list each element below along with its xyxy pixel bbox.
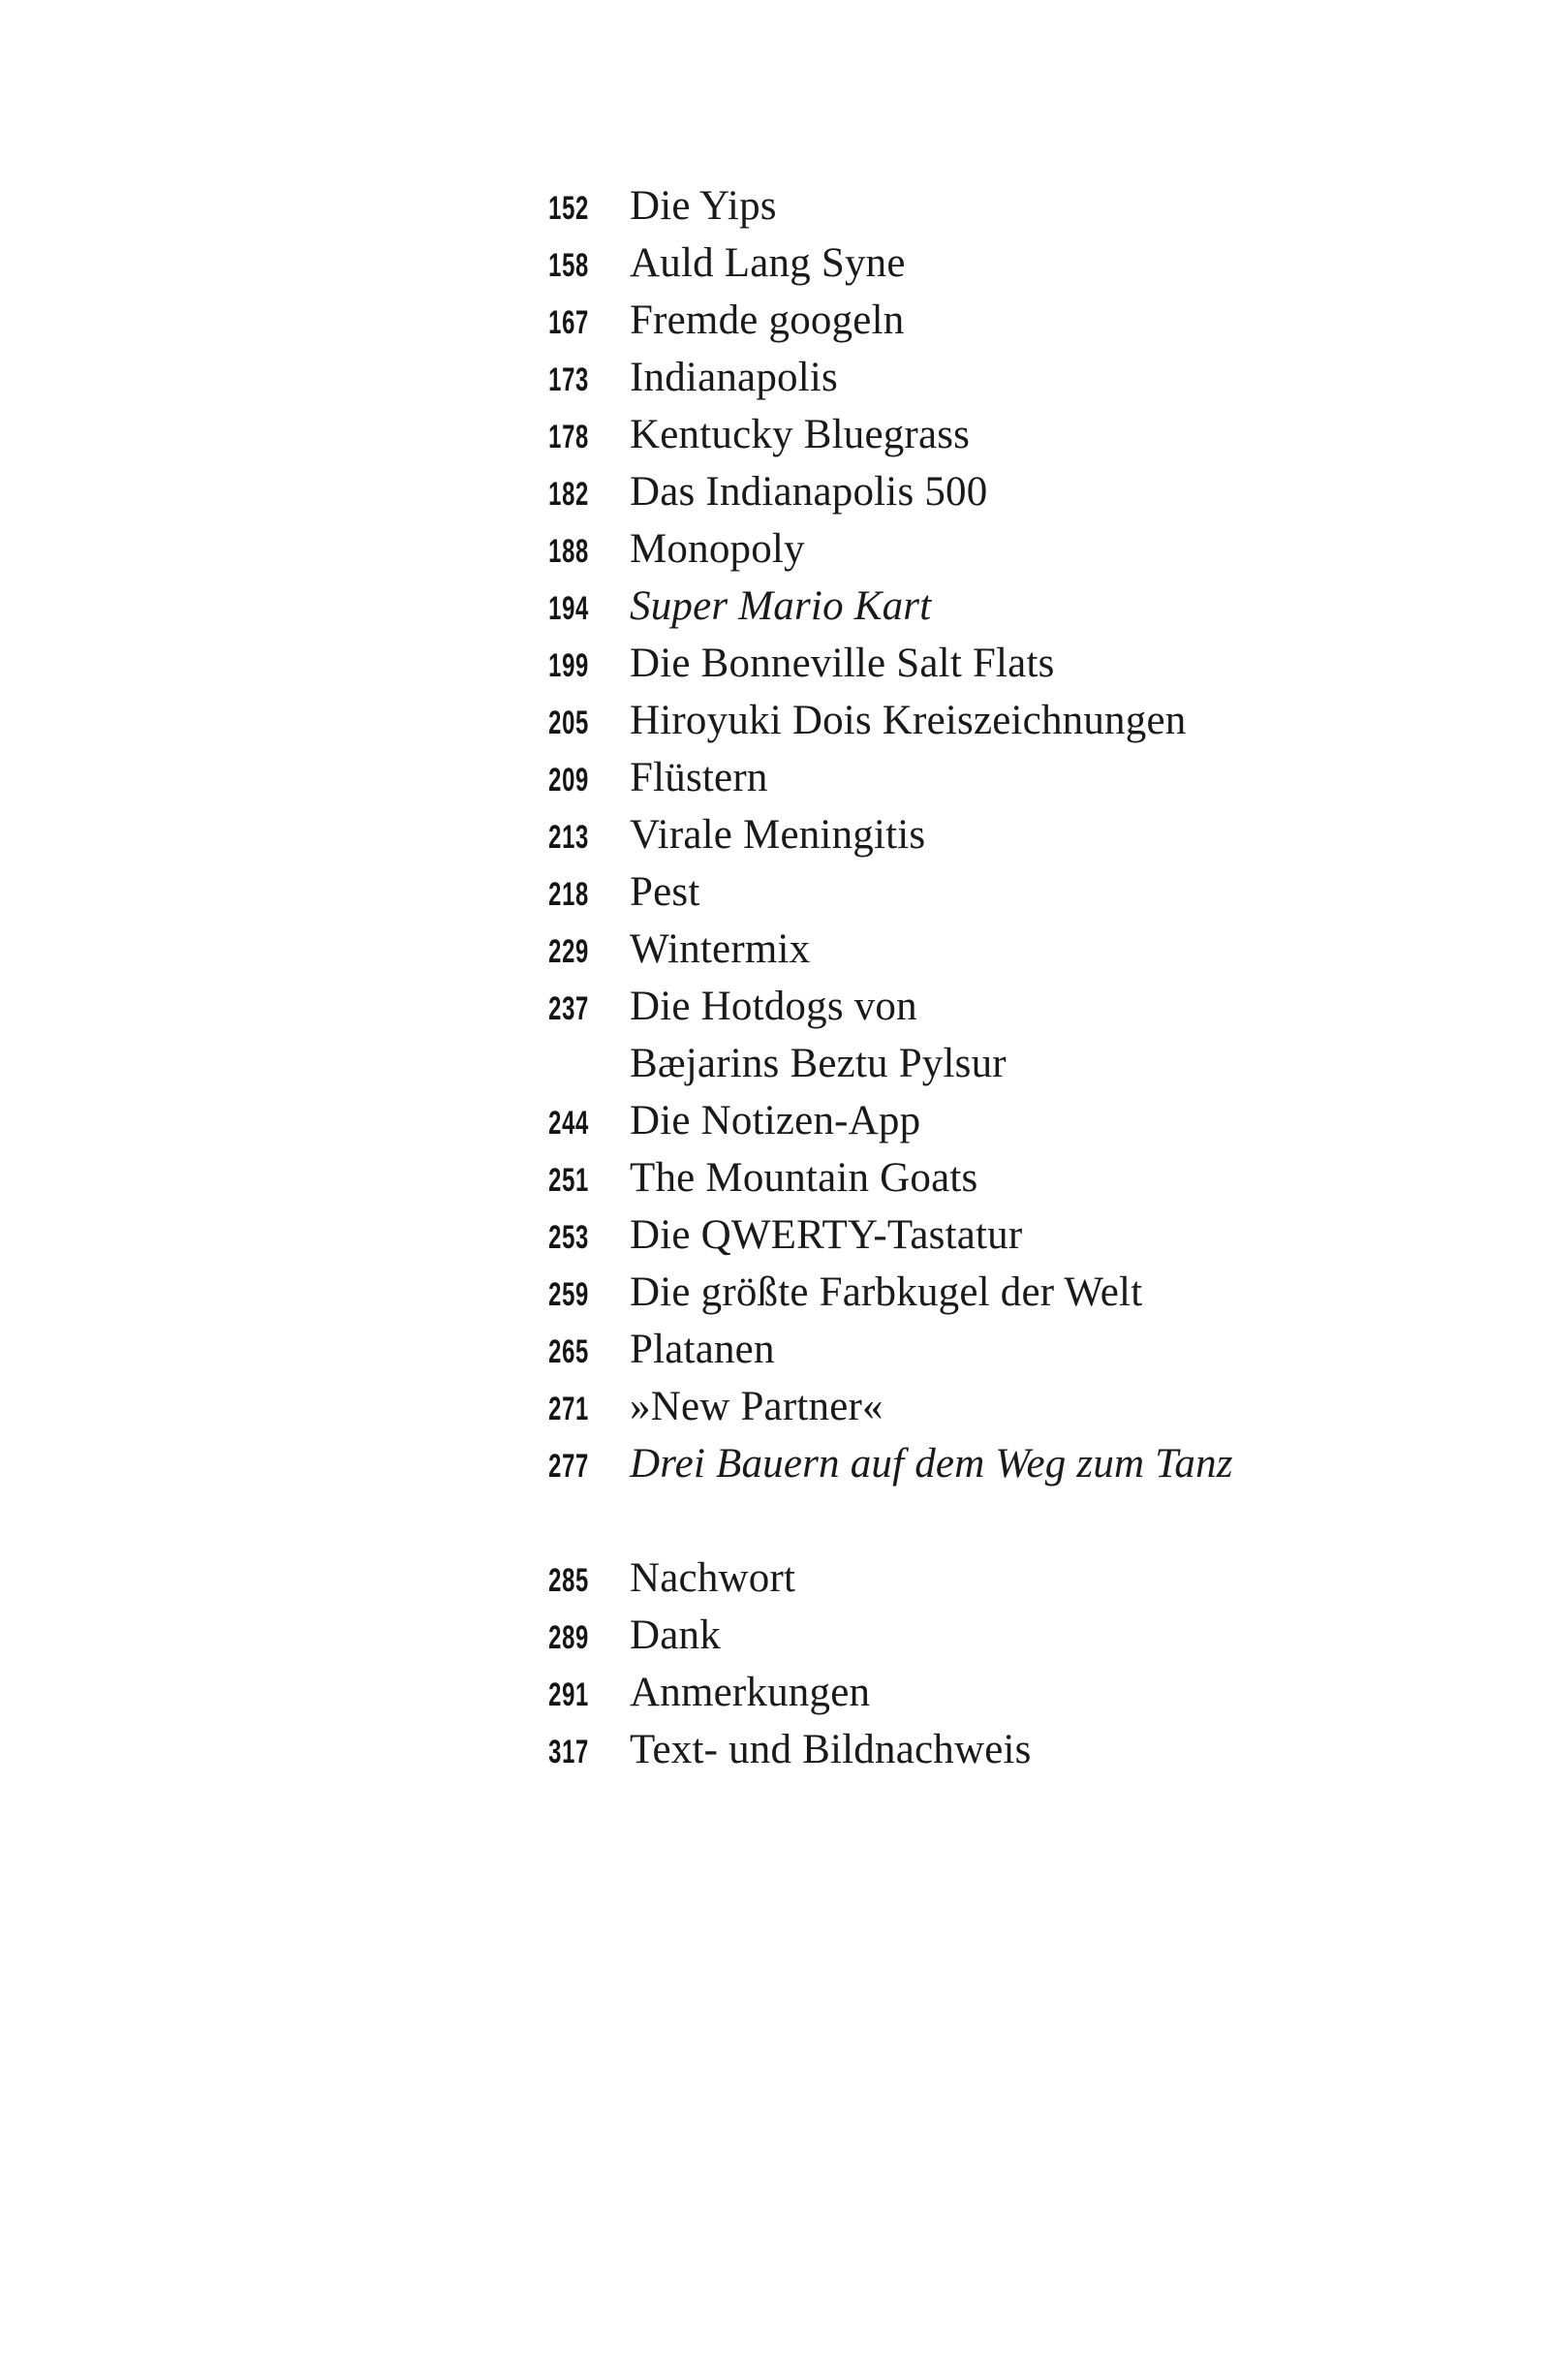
toc-entry-row	[0, 297, 1233, 354]
toc-entry-row	[0, 697, 1233, 754]
toc-page-number: 259	[548, 1276, 589, 1313]
toc-entry-row	[0, 1554, 1233, 1612]
toc-entry-row	[0, 754, 1233, 811]
toc-page-number: 158	[548, 247, 589, 284]
toc-entry-title: Monopoly	[630, 526, 805, 572]
toc-entry-row	[0, 811, 1233, 868]
toc-entry-row	[0, 983, 1233, 1040]
toc-entry-title: The Mountain Goats	[630, 1155, 978, 1201]
toc-entry-title: Indianapolis	[630, 355, 838, 400]
toc-entry-title: Die Notizen-App	[630, 1098, 921, 1143]
toc-entry-title: Text- und Bildnachweis	[630, 1727, 1032, 1772]
toc-entry-row	[0, 1268, 1233, 1326]
toc-page-number: 213	[548, 819, 589, 856]
toc-entry-row	[0, 468, 1233, 525]
toc-entry-row	[0, 1154, 1233, 1211]
toc-entry-row	[0, 525, 1233, 582]
toc-entry-title: Die Yips	[630, 183, 777, 229]
toc-entry-row	[0, 182, 1233, 239]
toc-entry-title: Die Hotdogs von	[630, 984, 917, 1029]
table-of-contents	[0, 182, 1233, 1783]
toc-page-number: 317	[548, 1734, 589, 1770]
toc-entry-title-continuation: Bæjarins Beztu Pylsur	[630, 1041, 1007, 1086]
toc-entry-title: Hiroyuki Dois Kreiszeichnungen	[630, 698, 1187, 743]
toc-entry-title: Auld Lang Syne	[630, 240, 906, 286]
toc-entry-row	[0, 1440, 1233, 1497]
toc-entry-title: Pest	[630, 869, 700, 915]
toc-entry-title: Platanen	[630, 1327, 775, 1372]
toc-entry-title: Flüstern	[630, 755, 768, 800]
toc-page-number: 277	[548, 1448, 589, 1485]
toc-entry-row	[0, 1211, 1233, 1268]
toc-page-number: 182	[548, 476, 589, 513]
toc-page-number: 152	[548, 190, 589, 227]
toc-page-number: 251	[548, 1162, 589, 1199]
toc-entry-title: Die QWERTY-Tastatur	[630, 1212, 1023, 1258]
toc-main-section	[0, 182, 1233, 1497]
toc-continuation-row	[0, 1040, 1233, 1097]
toc-entry-row	[0, 1726, 1233, 1783]
toc-entry-row	[0, 411, 1233, 468]
toc-entry-row	[0, 1326, 1233, 1383]
toc-entry-row	[0, 1097, 1233, 1154]
toc-entry-title: Drei Bauern auf dem Weg zum Tanz	[630, 1441, 1233, 1487]
toc-entry-row	[0, 640, 1233, 697]
toc-entry-row	[0, 1669, 1233, 1726]
toc-entry-title: Die Bonneville Salt Flats	[630, 641, 1055, 686]
toc-entry-title: Die größte Farbkugel der Welt	[630, 1269, 1143, 1315]
toc-page-number: 253	[548, 1219, 589, 1256]
toc-entry-title: Dank	[630, 1613, 721, 1658]
toc-page-number: 285	[548, 1562, 589, 1599]
toc-entry-title: Virale Meningitis	[630, 812, 926, 858]
toc-page-number: 229	[548, 933, 589, 970]
section-gap	[0, 1497, 1233, 1554]
toc-page-number: 173	[548, 361, 589, 398]
toc-entry-row	[0, 868, 1233, 925]
toc-entry-title: Wintermix	[630, 926, 811, 972]
toc-page-number: 178	[548, 419, 589, 455]
toc-page-number: 289	[548, 1619, 589, 1656]
toc-entry-title: Das Indianapolis 500	[630, 469, 988, 515]
toc-entry-row	[0, 582, 1233, 640]
toc-page-number: 291	[548, 1676, 589, 1713]
toc-entry-title: Fremde googeln	[630, 298, 905, 343]
toc-entry-title: Nachwort	[630, 1555, 796, 1601]
toc-page-number: 265	[548, 1333, 589, 1370]
toc-entry-row	[0, 1383, 1233, 1440]
toc-entry-row	[0, 239, 1233, 297]
toc-page-number: 271	[548, 1391, 589, 1427]
toc-page-number: 188	[548, 533, 589, 570]
toc-entry-title: Super Mario Kart	[630, 583, 932, 629]
toc-page-number: 237	[548, 990, 589, 1027]
toc-entry-row	[0, 1612, 1233, 1669]
toc-page-number: 167	[548, 304, 589, 341]
toc-entry-title: »New Partner«	[630, 1384, 884, 1429]
toc-entry-row	[0, 925, 1233, 983]
toc-page-number: 199	[548, 647, 589, 684]
toc-entry-title: Anmerkungen	[630, 1670, 871, 1715]
toc-entry-title: Kentucky Bluegrass	[630, 412, 971, 457]
toc-page-number: 244	[548, 1105, 589, 1142]
toc-back-matter-section	[0, 1554, 1233, 1783]
toc-page-number: 205	[548, 705, 589, 741]
toc-entry-row	[0, 354, 1233, 411]
toc-page-number: 218	[548, 876, 589, 913]
toc-page-number: 194	[548, 590, 589, 627]
toc-page-number: 209	[548, 762, 589, 799]
